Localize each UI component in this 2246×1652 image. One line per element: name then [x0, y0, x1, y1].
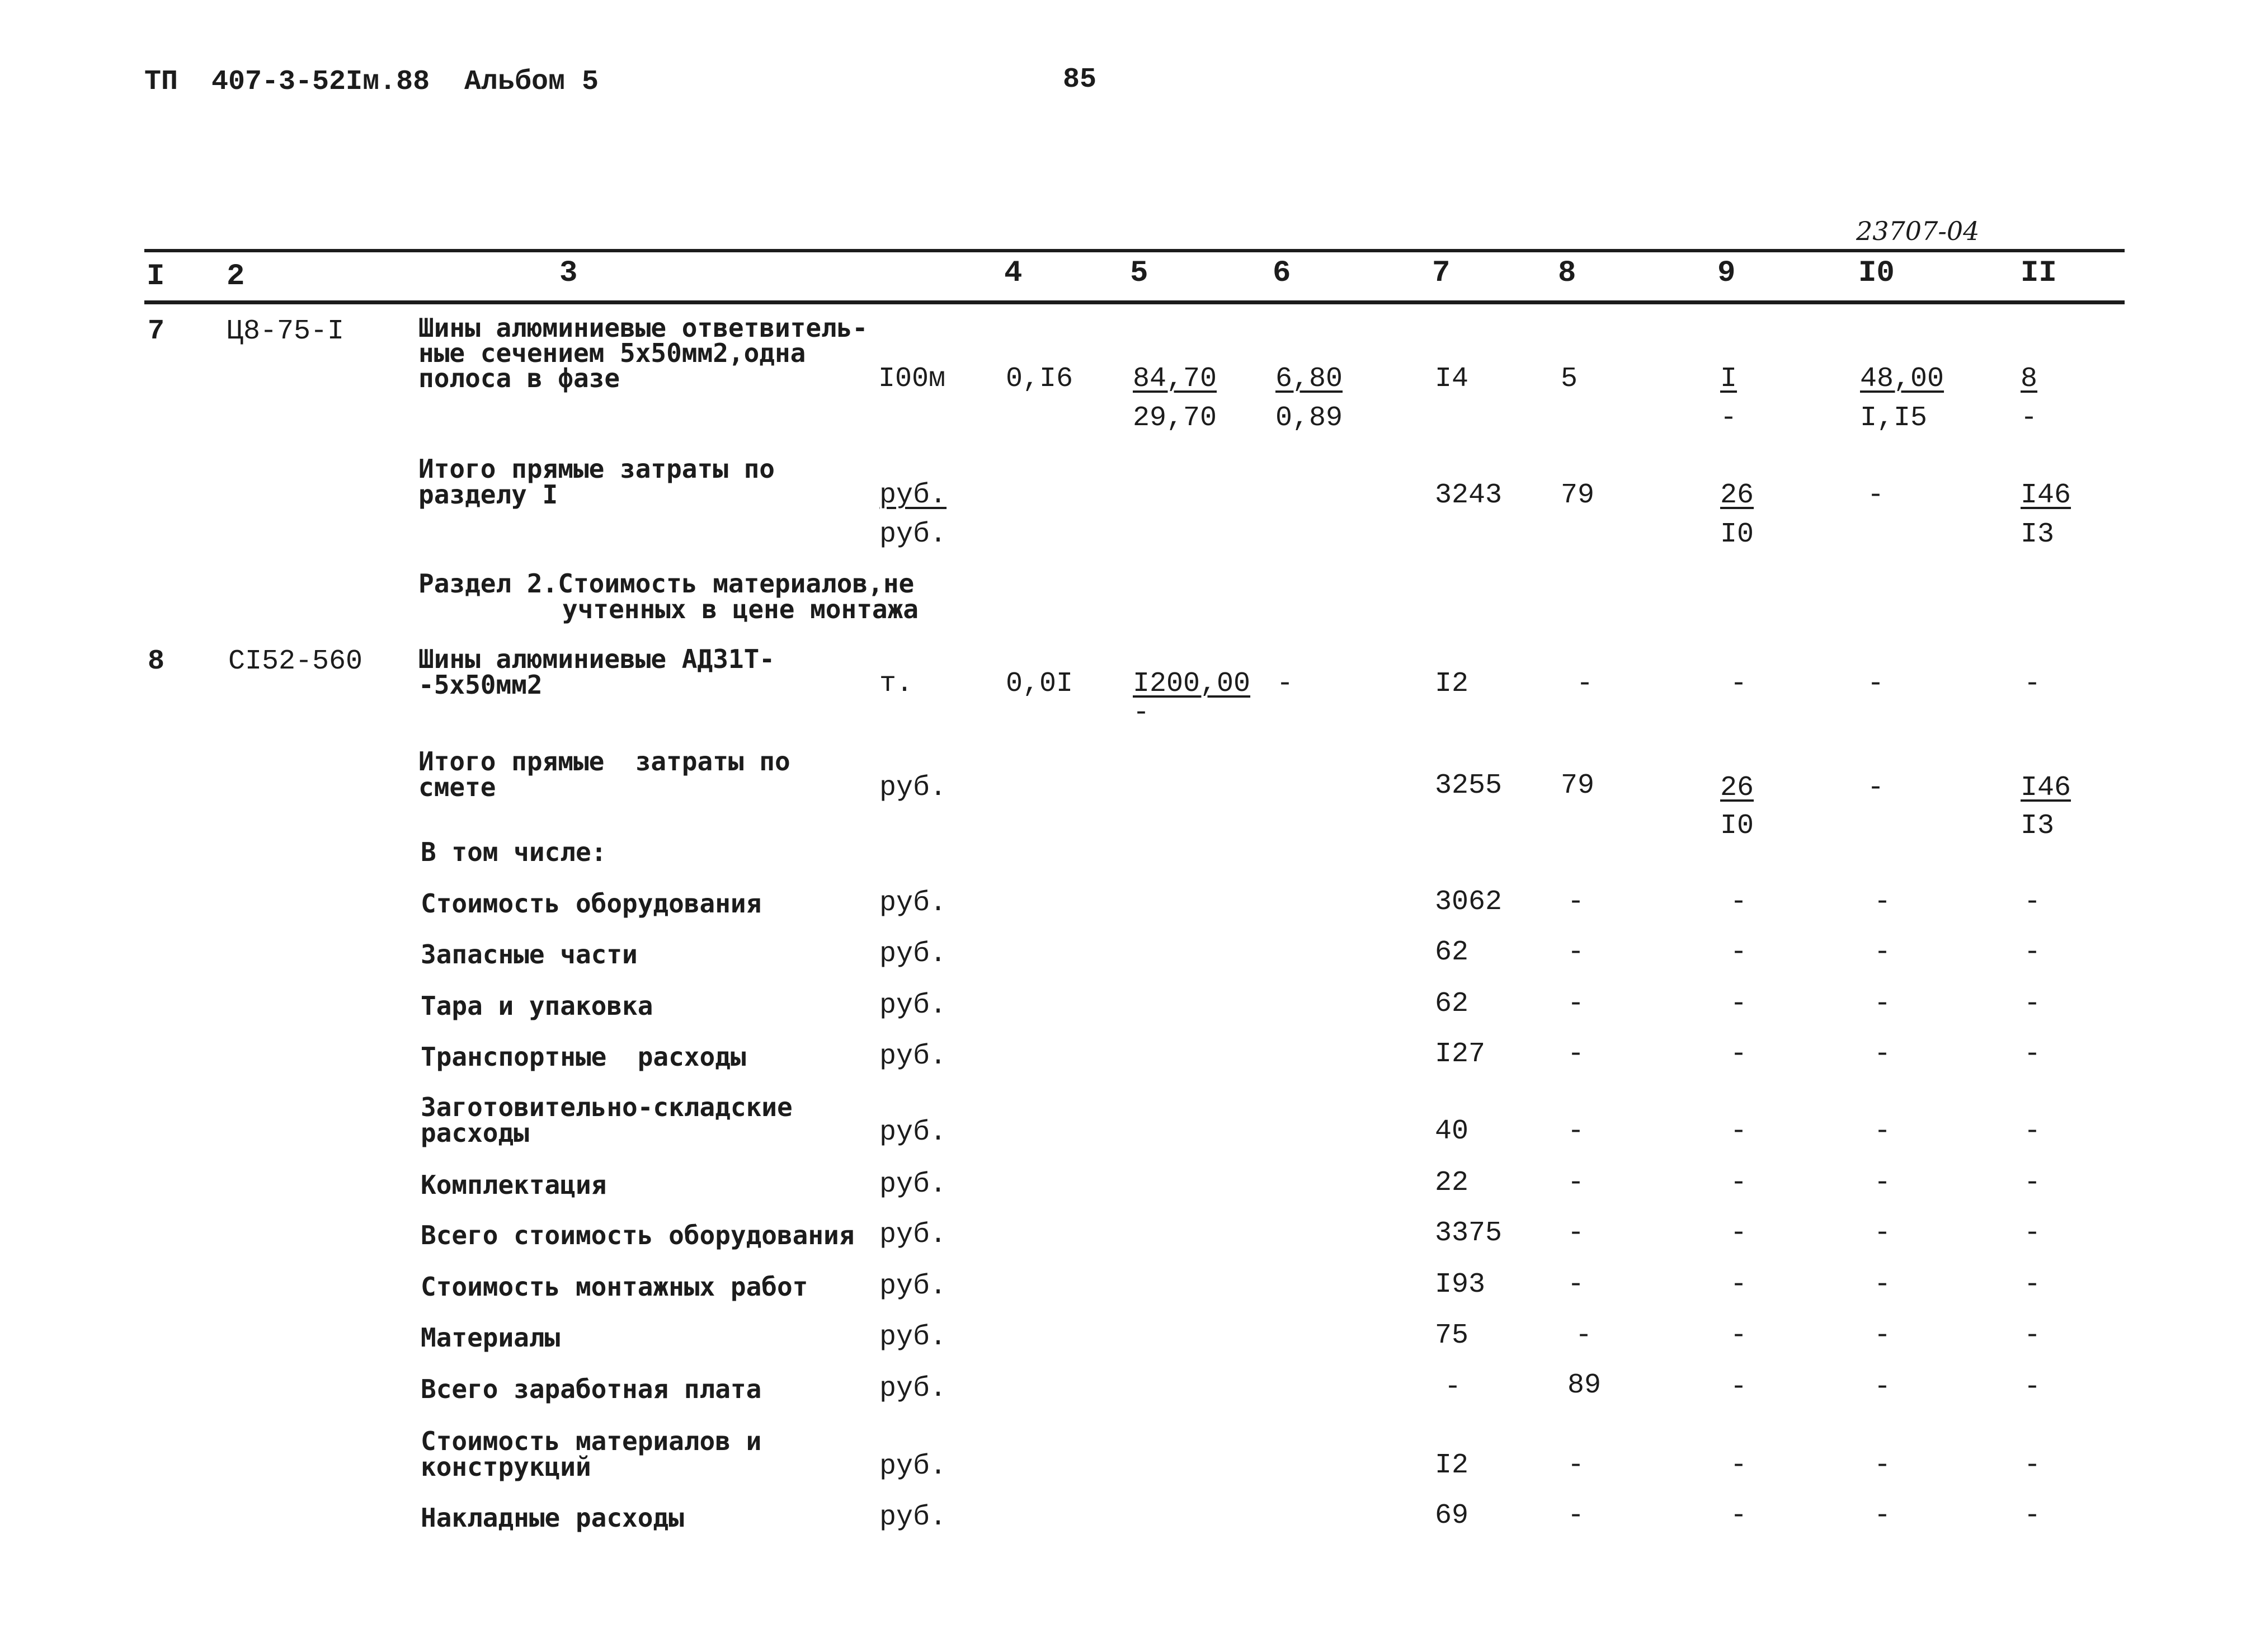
col-header-2: 2: [227, 260, 245, 294]
col-header-8: 8: [1558, 256, 1576, 290]
breakdown-c8: -: [1567, 886, 1585, 918]
col-header-10: I0: [1858, 256, 1895, 290]
breakdown-name: Запасные части: [421, 939, 638, 969]
breakdown-c7: I27: [1435, 1038, 1486, 1070]
c9-value: -: [1730, 668, 1748, 700]
breakdown-unit: руб.: [879, 938, 947, 970]
breakdown-name: Заготовительно-складские: [421, 1092, 793, 1122]
total-name-line-2: смете: [418, 772, 496, 802]
total-c11-top: I46: [2021, 772, 2071, 804]
subtotal-c7: 3243: [1435, 479, 1503, 511]
section-title-line-1: Раздел 2.Стоимость материалов,не: [418, 568, 915, 599]
row-name-line-2: ные сечением 5х50мм2,одна: [418, 338, 806, 368]
subtotal-c8: 79: [1561, 479, 1595, 511]
breakdown-c8: -: [1575, 1320, 1593, 1352]
c5-bottom: -: [1133, 697, 1150, 729]
breakdown-unit: руб.: [879, 1041, 947, 1072]
breakdown-c11: -: [2024, 936, 2041, 968]
breakdown-unit: руб.: [879, 1502, 947, 1533]
breakdown-c9: -: [1730, 1269, 1748, 1301]
c11-top: 8: [2021, 363, 2038, 395]
c9-bottom: -: [1720, 402, 1738, 434]
row-unit: т.: [879, 668, 914, 700]
c11-bottom: -: [2021, 402, 2038, 434]
c7-value: I2: [1435, 668, 1469, 700]
breakdown-c9: -: [1730, 1167, 1748, 1199]
total-c7: 3255: [1435, 770, 1503, 802]
c10-bottom: I,I5: [1860, 402, 1928, 434]
breakdown-name: Всего заработная плата: [421, 1374, 762, 1404]
c5-top: I200,00: [1133, 668, 1251, 700]
breakdown-name: Транспортные расходы: [421, 1042, 746, 1072]
breakdown-c11: -: [2024, 1320, 2041, 1352]
total-c9-bottom: I0: [1720, 810, 1754, 842]
breakdown-c7: 3062: [1435, 886, 1503, 918]
breakdown-c11: -: [2024, 886, 2041, 918]
breakdown-unit: руб.: [879, 1169, 947, 1201]
total-c8: 79: [1561, 770, 1595, 802]
subtotal-name-line-2: разделу I: [418, 479, 558, 510]
breakdown-c11: -: [2024, 1269, 2041, 1301]
col-header-9: 9: [1717, 256, 1736, 290]
breakdown-c9: -: [1730, 1217, 1748, 1249]
c9-top: I: [1720, 363, 1738, 395]
c8-value: -: [1576, 668, 1594, 700]
table-header-rule: [144, 300, 2125, 304]
breakdown-name-line-2: конструкций: [421, 1452, 591, 1482]
breakdown-c7: 3375: [1435, 1217, 1503, 1249]
breakdown-name: Материалы: [421, 1322, 561, 1353]
breakdown-c10: -: [1874, 1038, 1891, 1070]
c6-top: 6,80: [1275, 363, 1343, 395]
breakdown-c7: I93: [1435, 1269, 1486, 1301]
breakdown-name: Стоимость монтажных работ: [421, 1272, 808, 1302]
including-label: В том числе:: [421, 837, 607, 867]
row-number: 8: [148, 646, 165, 677]
row-code: Ц8-75-I: [227, 316, 345, 347]
breakdown-c7: 62: [1435, 936, 1469, 968]
row-quantity: 0,0I: [1006, 668, 1073, 700]
breakdown-c10: -: [1874, 1449, 1891, 1481]
breakdown-c11: -: [2024, 1038, 2041, 1070]
breakdown-c11: -: [2024, 1217, 2041, 1249]
breakdown-c10: -: [1874, 1217, 1891, 1249]
c5-bottom: 29,70: [1133, 402, 1217, 434]
breakdown-c8: -: [1567, 936, 1585, 968]
breakdown-unit: руб.: [879, 1117, 947, 1149]
c10-top: 48,00: [1860, 363, 1944, 395]
c6-value: -: [1277, 668, 1294, 700]
breakdown-c8: 89: [1567, 1369, 1602, 1401]
breakdown-c8: -: [1567, 1038, 1585, 1070]
breakdown-c7: 62: [1435, 988, 1469, 1020]
c7-value: I4: [1435, 363, 1469, 395]
row-number: 7: [148, 316, 165, 347]
subtotal-name-line-1: Итого прямые затраты по: [418, 454, 775, 484]
breakdown-name: Стоимость материалов и: [421, 1426, 762, 1456]
breakdown-c8: -: [1567, 1217, 1585, 1249]
table-top-rule: [144, 249, 2125, 252]
col-header-1: I: [147, 260, 165, 294]
subtotal-c10: -: [1867, 479, 1885, 511]
breakdown-name: Накладные расходы: [421, 1503, 684, 1533]
section-title-line-2: учтенных в цене монтажа: [562, 594, 919, 624]
row-name-line-3: полоса в фазе: [418, 363, 620, 393]
row-code: CI52-560: [228, 646, 363, 677]
breakdown-c8: -: [1567, 1116, 1585, 1147]
breakdown-c11: -: [2024, 1167, 2041, 1199]
breakdown-c9: -: [1730, 1500, 1748, 1532]
breakdown-c9: -: [1730, 1449, 1748, 1481]
col-header-3: 3: [559, 256, 578, 290]
c8-value: 5: [1561, 363, 1578, 395]
page-number: 85: [1063, 64, 1097, 96]
breakdown-c10: -: [1874, 1371, 1891, 1403]
breakdown-name: Комплектация: [421, 1170, 607, 1200]
row-name-line-2: -5х50мм2: [418, 670, 543, 700]
breakdown-c8: -: [1567, 1500, 1585, 1532]
breakdown-c7: 22: [1435, 1167, 1469, 1199]
breakdown-c11: -: [2024, 1500, 2041, 1532]
breakdown-name: Стоимость оборудования: [421, 888, 762, 919]
row-name-line-1: Шины алюминиевые АД31Т-: [418, 644, 775, 674]
breakdown-unit: руб.: [879, 1451, 947, 1482]
row-quantity: 0,I6: [1006, 363, 1073, 395]
breakdown-c10: -: [1874, 1269, 1891, 1301]
breakdown-c8: -: [1567, 1167, 1585, 1199]
breakdown-c11: -: [2024, 1371, 2041, 1403]
subtotal-c11-top: I46: [2021, 479, 2071, 511]
breakdown-c8: -: [1567, 988, 1585, 1020]
breakdown-unit: руб.: [879, 1373, 947, 1405]
breakdown-c7: 69: [1435, 1500, 1469, 1532]
breakdown-c9: -: [1730, 1116, 1748, 1147]
breakdown-name-line-2: расходы: [421, 1118, 529, 1148]
subtotal-c9-top: 26: [1720, 479, 1754, 511]
c6-bottom: 0,89: [1275, 402, 1343, 434]
breakdown-c11: -: [2024, 1116, 2041, 1147]
breakdown-c11: -: [2024, 988, 2041, 1020]
breakdown-c9: -: [1730, 886, 1748, 918]
album-label: Альбом 5: [464, 66, 599, 98]
row-name-line-1: Шины алюминиевые ответвитель-: [418, 313, 868, 343]
subtotal-c9-bottom: I0: [1720, 519, 1754, 550]
breakdown-c10: -: [1874, 936, 1891, 968]
subtotal-c11-bottom: I3: [2021, 519, 2055, 550]
breakdown-c10: -: [1874, 988, 1891, 1020]
col-header-4: 4: [1004, 256, 1023, 290]
breakdown-c8: -: [1567, 1449, 1585, 1481]
col-header-11: II: [2021, 256, 2057, 290]
breakdown-c9: -: [1730, 1320, 1748, 1352]
breakdown-c11: -: [2024, 1449, 2041, 1481]
breakdown-c9: -: [1730, 988, 1748, 1020]
breakdown-c10: -: [1874, 1320, 1891, 1352]
total-c9-top: 26: [1720, 772, 1754, 804]
c11-value: -: [2024, 668, 2041, 700]
breakdown-unit: руб.: [879, 1219, 947, 1251]
breakdown-c7: -: [1444, 1371, 1462, 1403]
breakdown-c8: -: [1567, 1269, 1585, 1301]
breakdown-c10: -: [1874, 1116, 1891, 1147]
handwritten-stamp-number: 23707-04: [1856, 216, 1980, 246]
breakdown-c7: I2: [1435, 1449, 1469, 1481]
document-code: ТП 407-3-52Iм.88: [144, 66, 430, 98]
breakdown-unit: руб.: [879, 1321, 947, 1353]
col-header-5: 5: [1130, 256, 1148, 290]
breakdown-c10: -: [1874, 886, 1891, 918]
subtotal-unit-bottom: руб.: [879, 519, 947, 550]
breakdown-unit: руб.: [879, 1270, 947, 1302]
breakdown-unit: руб.: [879, 990, 947, 1022]
breakdown-unit: руб.: [879, 887, 947, 919]
breakdown-name: Тара и упаковка: [421, 991, 653, 1021]
breakdown-c9: -: [1730, 1038, 1748, 1070]
total-name-line-1: Итого прямые затраты по: [418, 746, 790, 776]
breakdown-c9: -: [1730, 936, 1748, 968]
breakdown-c7: 40: [1435, 1116, 1469, 1147]
total-c10: -: [1867, 772, 1885, 804]
total-unit: руб.: [879, 772, 947, 804]
total-c11-bottom: I3: [2021, 810, 2055, 842]
breakdown-c7: 75: [1435, 1320, 1469, 1352]
col-header-6: 6: [1273, 256, 1291, 290]
breakdown-name: Всего стоимость оборудования: [421, 1220, 855, 1250]
breakdown-c10: -: [1874, 1167, 1891, 1199]
c10-value: -: [1867, 668, 1885, 700]
breakdown-c10: -: [1874, 1500, 1891, 1532]
c5-top: 84,70: [1133, 363, 1217, 395]
breakdown-c9: -: [1730, 1371, 1748, 1403]
subtotal-unit-top: руб.: [879, 479, 947, 511]
col-header-7: 7: [1432, 256, 1451, 290]
row-unit: I00м: [878, 363, 946, 395]
